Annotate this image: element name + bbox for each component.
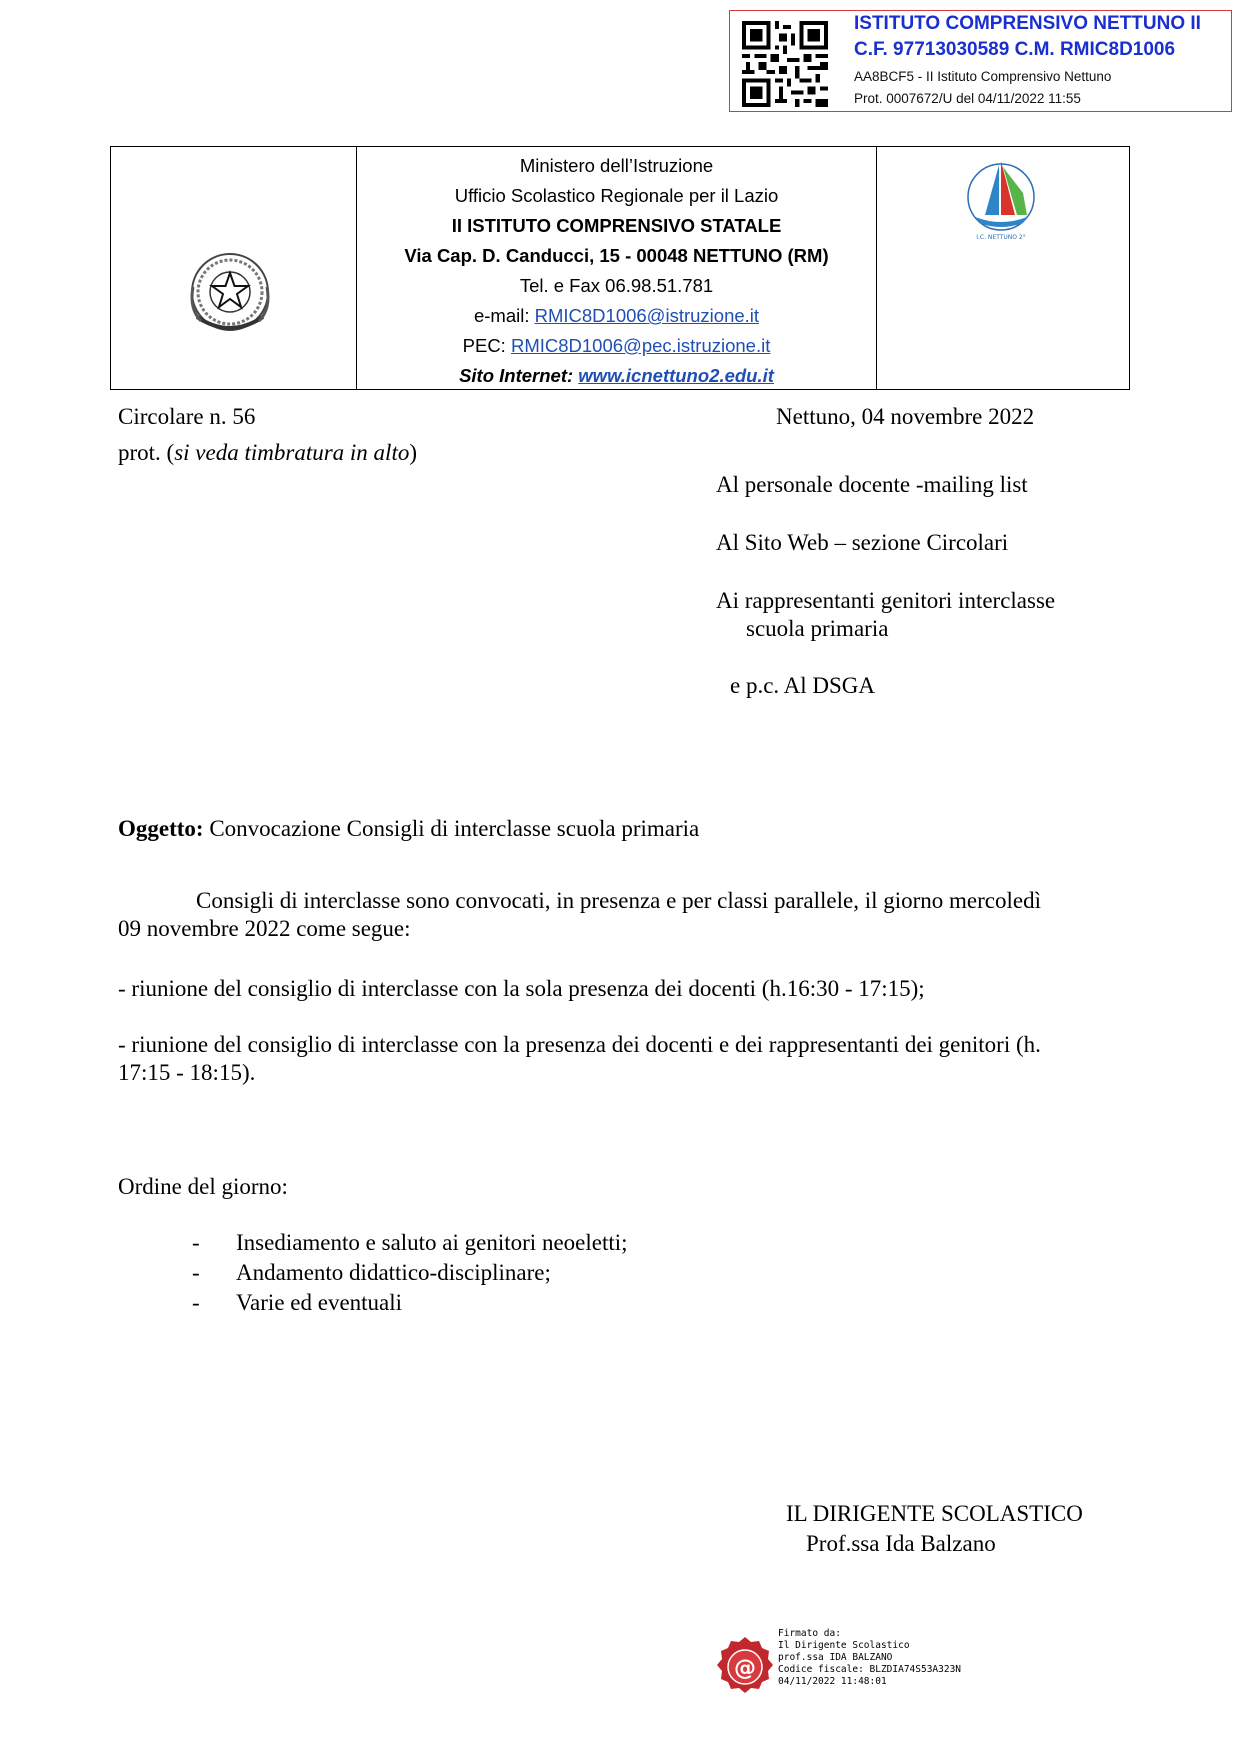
paragraph-3-line-1: - riunione del consiglio di interclasse con la presenza dei docenti e dei rappresentanti dei genitori (h. [118,1032,1041,1057]
school-address: Via Cap. D. Canducci, 15 - 00048 NETTUNO (RM) [404,245,829,266]
signer-name: Prof.ssa Ida Balzano [806,1531,996,1556]
agenda-item-3: Varie ed eventuali [236,1290,403,1315]
letterhead-emblem-cell [111,147,357,389]
email-line [357,301,876,331]
stamp-aoo: AA8BCF5 - II Istituto Comprensivo Nettuno [854,69,1112,84]
agenda-item-3-bullet: - [192,1290,200,1315]
stamp-institute-name: ISTITUTO COMPRENSIVO NETTUNO II [854,13,1201,34]
recipient-3-continued: scuola primaria [746,616,889,641]
republic-emblem-icon [183,247,277,341]
website-label: Sito Internet: [459,365,579,386]
letterhead-logo-cell [877,147,1129,389]
protocol-reference [118,439,417,467]
school-name: II ISTITUTO COMPRENSIVO STATALE [451,215,782,236]
agenda-item-1: Insediamento e saluto ai genitori neoeletti; [236,1230,628,1255]
recipient-4: e p.c. Al DSGA [730,673,876,698]
regional-office: Ufficio Scolastico Regionale per il Lazio [454,185,779,206]
email-label: e-mail: [473,305,535,326]
signer-title: IL DIRIGENTE SCOLASTICO [786,1501,1083,1526]
digital-signature-seal-icon [714,1635,776,1697]
subject-line [118,815,699,843]
signature-line-1: Firmato da: [778,1628,841,1639]
recipient-1: Al personale docente -mailing list [716,472,1028,497]
qr-code-icon [742,21,828,107]
stamp-codes: C.F. 97713030589 C.M. RMIC8D1006 [854,39,1176,60]
signature-line-4: Codice fiscale: BLZDIA74S53A323N [778,1664,962,1675]
prot-suffix: ) [409,440,418,465]
letterhead-table [110,146,1130,390]
ministry-name: Ministero dell’Istruzione [519,155,714,176]
prot-note: si veda timbratura in alto [174,440,410,465]
letterhead-text-cell [357,147,877,389]
subject-label: Oggetto: [118,816,204,841]
website-line [357,361,876,391]
paragraph-3-line-2: 17:15 - 18:15). [118,1060,256,1085]
prot-prefix: prot. ( [118,440,175,465]
agenda-item-2-bullet: - [192,1260,200,1285]
digital-signature-text [778,1628,961,1688]
document-date: Nettuno, 04 novembre 2022 [776,404,1035,429]
agenda-item-1-bullet: - [192,1230,200,1255]
signature-line-2: Il Dirigente Scolastico [778,1640,910,1651]
paragraph-2: - riunione del consiglio di interclasse con la sola presenza dei docenti (h.16:30 - 17:15); [118,976,925,1001]
school-sailboat-logo-icon [965,153,1037,243]
pec-link[interactable]: RMIC8D1006@pec.istruzione.it [510,335,771,356]
pec-label: PEC: [462,335,511,356]
signature-line-3: prof.ssa IDA BALZANO [778,1652,893,1663]
subject-text: Convocazione Consigli di interclasse scuola primaria [203,816,700,841]
svg-text:@: @ [734,1656,756,1681]
paragraph-1-line-2: 09 novembre 2022 come segue: [118,916,411,941]
agenda-item-2: Andamento didattico-disciplinare; [236,1260,551,1285]
circular-number: Circolare n. 56 [118,404,256,429]
agenda-title: Ordine del giorno: [118,1174,288,1199]
stamp-protocol-number: Prot. 0007672/U del 04/11/2022 11:55 [854,91,1081,106]
recipient-3: Ai rappresentanti genitori interclasse [716,588,1056,613]
signature-line-5: 04/11/2022 11:48:01 [778,1676,887,1687]
school-phone: Tel. e Fax 06.98.51.781 [519,275,714,296]
recipient-2: Al Sito Web – sezione Circolari [716,530,1009,555]
protocol-stamp [729,10,1232,112]
pec-line [357,331,876,361]
paragraph-1-line-1: Consigli di interclasse sono convocati, in presenza e per classi parallele, il giorno mercoledì [196,888,1041,913]
website-link[interactable]: www.icnettuno2.edu.it [578,365,774,386]
logo-caption: I.C. NETTUNO 2° [976,234,1026,241]
email-link[interactable]: RMIC8D1006@istruzione.it [534,305,760,326]
